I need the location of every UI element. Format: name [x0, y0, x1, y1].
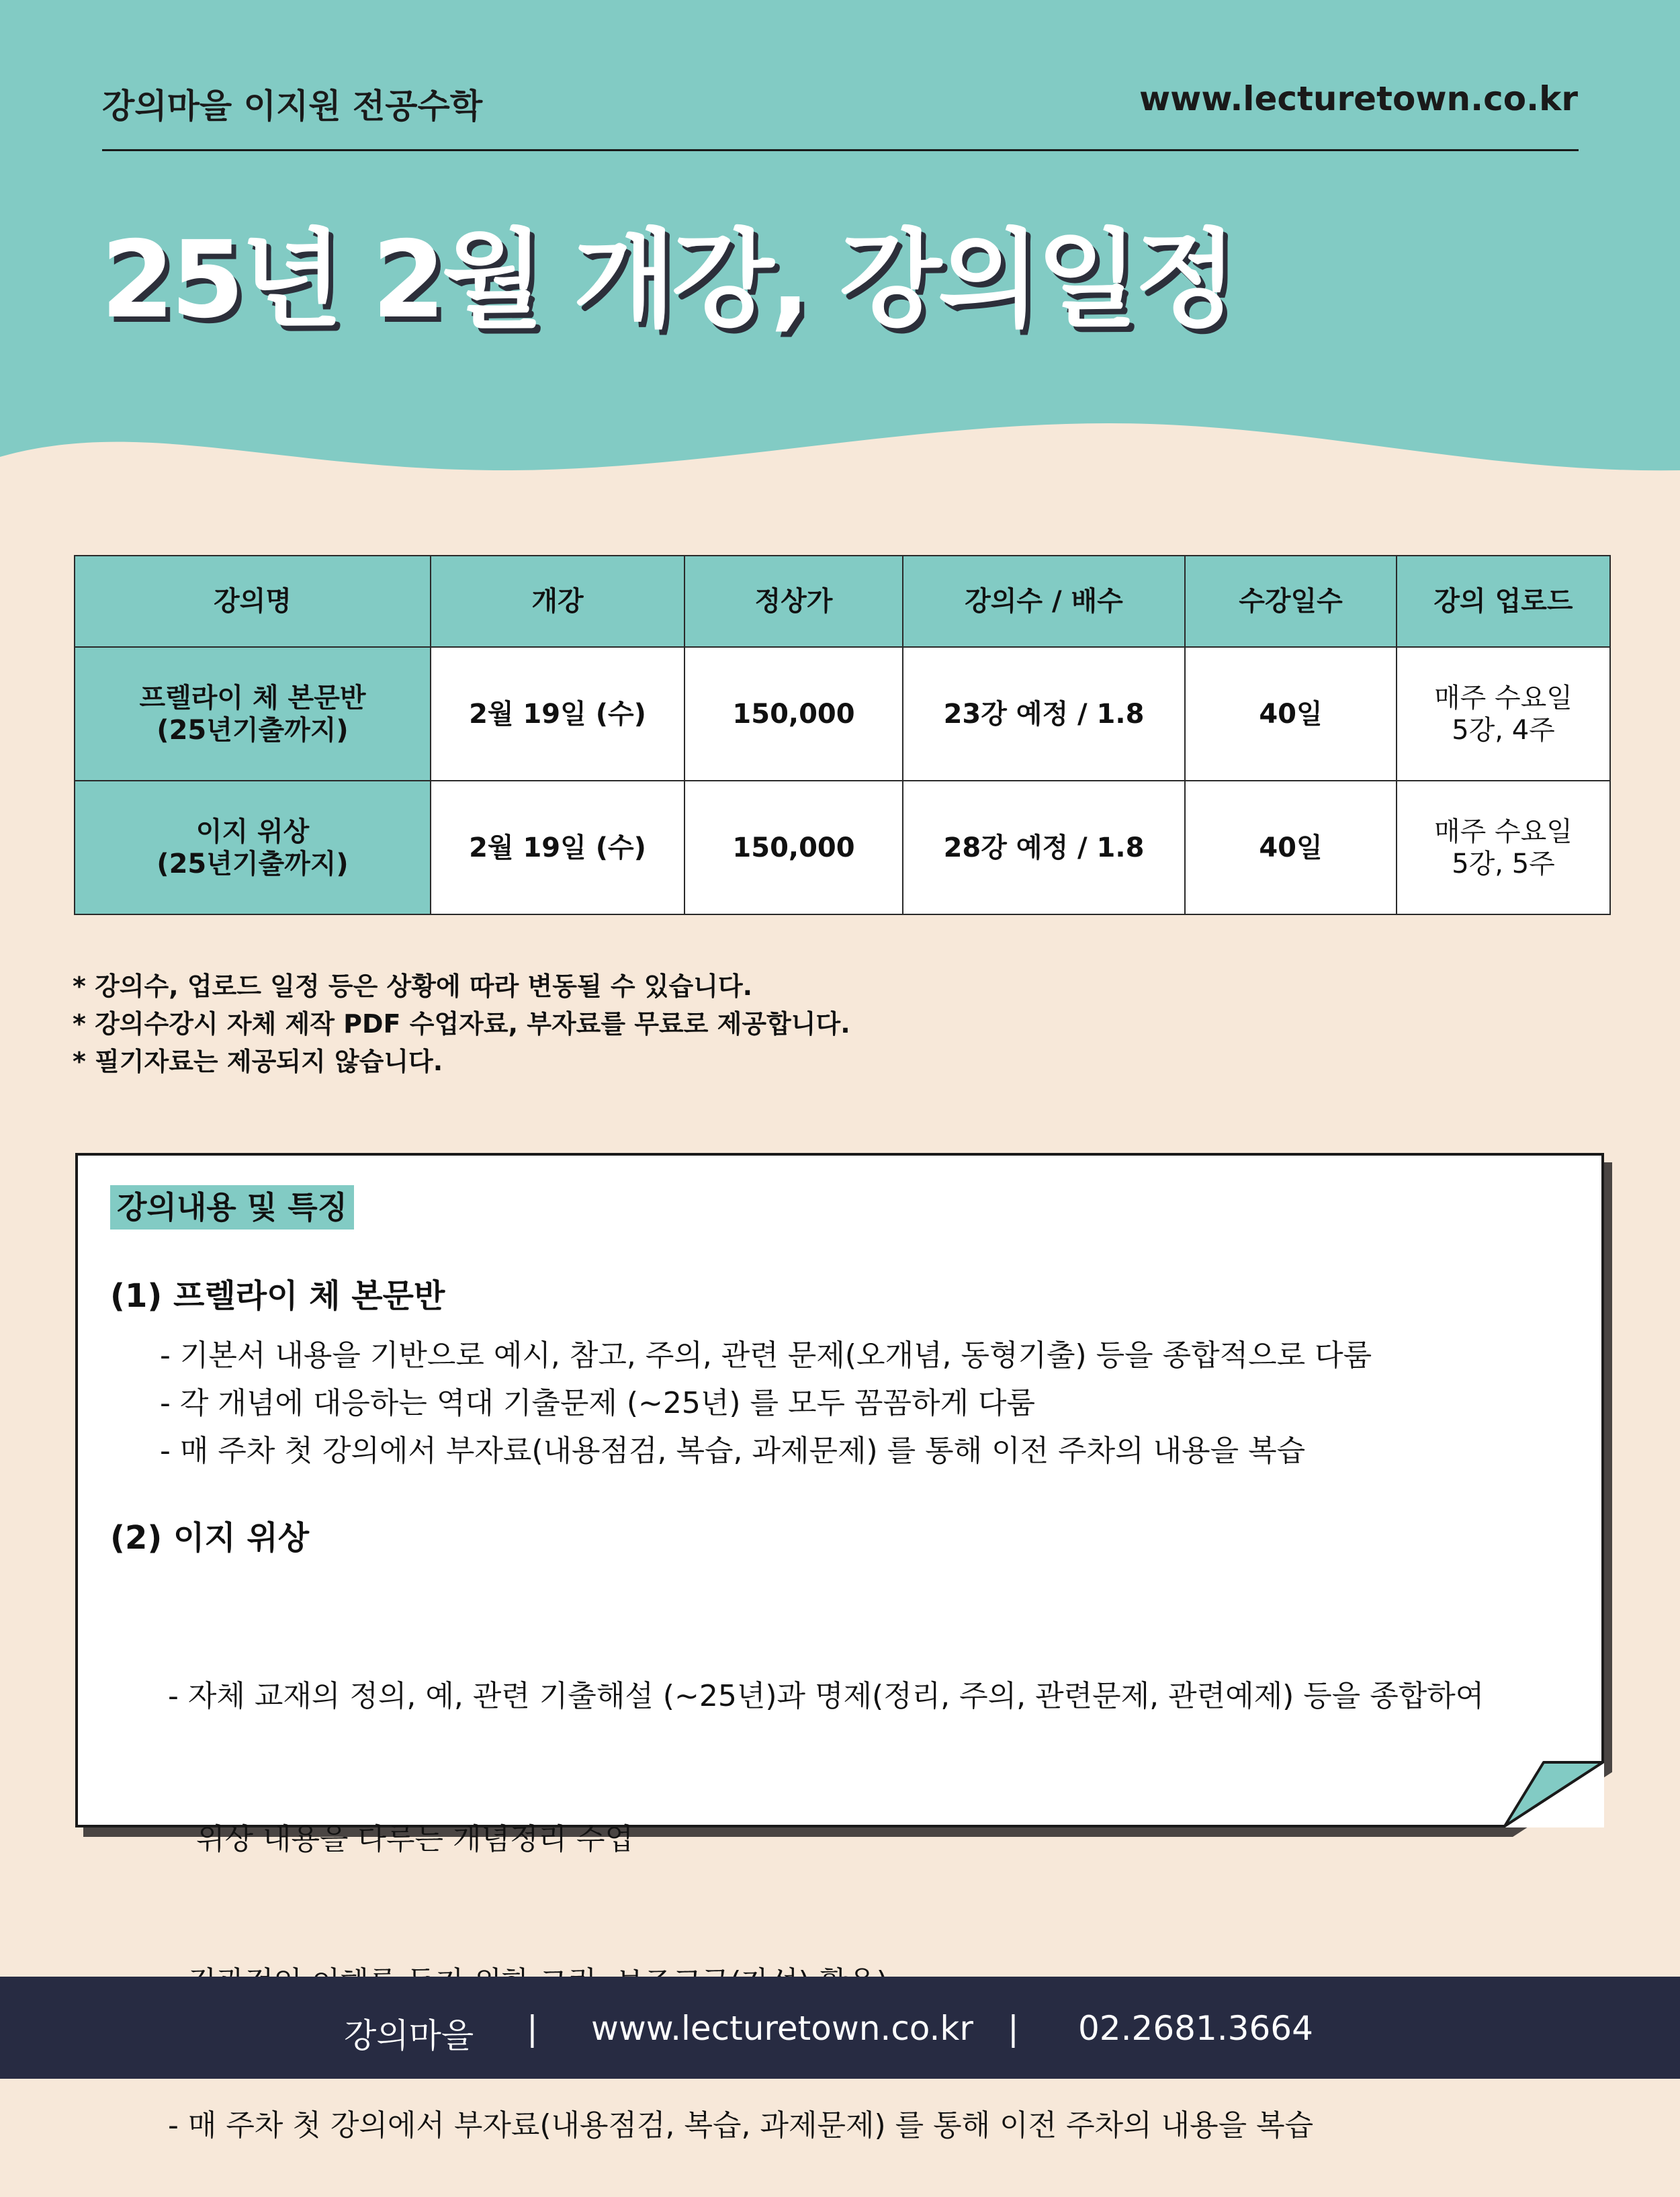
course-scope: (25년기출까지)	[157, 848, 349, 879]
header-divider	[102, 149, 1579, 151]
section-list	[160, 1332, 1372, 1475]
upload-plan: 5강, 4주	[1452, 714, 1555, 746]
footer-brand: 강의마을	[344, 2016, 474, 2055]
course-name-cell	[75, 781, 431, 914]
upload-day: 매주 수요일	[1434, 816, 1573, 847]
table-row	[75, 781, 1610, 914]
upload-cell	[1397, 647, 1610, 781]
lectures-cell: 28강 예정 / 1.8	[903, 781, 1185, 914]
course-name: 프렐라이 체 본문반	[139, 682, 366, 714]
schedule-table	[74, 555, 1611, 915]
footer-bar	[0, 1977, 1680, 2079]
table-header-row	[75, 556, 1610, 647]
start-date-cell: 2월 19일 (수)	[431, 781, 684, 914]
footer-website-link[interactable]: www.lecturetown.co.kr	[591, 2009, 973, 2048]
section-title: (1) 프렐라이 체 본문반	[110, 1277, 445, 1315]
list-item: - 기본서 내용을 기반으로 예시, 참고, 주의, 관련 문제(오개념, 동형기출) 등을 종합적으로 다룸	[160, 1338, 1372, 1373]
price-cell: 150,000	[684, 781, 903, 914]
note-item: * 필기자료는 제공되지 않습니다.	[73, 1047, 443, 1076]
feature-card-label: 강의내용 및 특징	[110, 1185, 354, 1230]
schedule-notes	[73, 967, 850, 1080]
brand-title: 강의마을 이지원 전공수학	[102, 87, 483, 126]
column-header-price: 정상가	[684, 556, 903, 647]
footer-phone[interactable]: 02.2681.3664	[1078, 2009, 1313, 2048]
list-item: - 각 개념에 대응하는 역대 기출문제 (~25년) 를 모두 꼼꼼하게 다룸	[160, 1386, 1036, 1420]
column-header-lectures: 강의수 / 배수	[903, 556, 1185, 647]
days-cell: 40일	[1185, 647, 1397, 781]
upload-plan: 5강, 5주	[1452, 848, 1555, 879]
column-header-days: 수강일수	[1185, 556, 1397, 647]
course-scope: (25년기출까지)	[157, 714, 349, 746]
list-item: - 매 주차 첫 강의에서 부자료(내용점검, 복습, 과제문제) 를 통해 이전 주차의 내용을 복습	[160, 1434, 1306, 1468]
list-item: 위상 내용을 다루는 개념정리 수업	[168, 1822, 633, 1856]
days-cell: 40일	[1185, 781, 1397, 914]
start-date-cell: 2월 19일 (수)	[431, 647, 684, 781]
upload-day: 매주 수요일	[1434, 682, 1573, 714]
footer-separator: |	[527, 2009, 538, 2048]
footer-separator: |	[1008, 2009, 1019, 2048]
list-item: - 자체 교재의 정의, 예, 관련 기출해설 (~25년)과 명제(정리, 주의, 관련문제, 관련예제) 등을 종합하여	[168, 1679, 1485, 1713]
course-name: 이지 위상	[195, 816, 310, 847]
section-title: (2) 이지 위상	[110, 1519, 310, 1557]
course-name-cell	[75, 647, 431, 781]
price-cell: 150,000	[684, 647, 903, 781]
lectures-cell: 23강 예정 / 1.8	[903, 647, 1185, 781]
column-header-upload: 강의 업로드	[1397, 556, 1610, 647]
upload-cell	[1397, 781, 1610, 914]
note-item: * 강의수, 업로드 일정 등은 상황에 따라 변동될 수 있습니다.	[73, 972, 753, 1001]
table-row	[75, 647, 1610, 781]
section-list	[168, 1577, 1484, 2197]
website-link[interactable]: www.lecturetown.co.kr	[1139, 79, 1578, 118]
note-item: * 강의수강시 자체 제작 PDF 수업자료, 부자료를 무료로 제공합니다.	[73, 1009, 850, 1039]
column-header-start: 개강	[431, 556, 684, 647]
column-header-course: 강의명	[75, 556, 431, 647]
list-item: - 매 주차 첫 강의에서 부자료(내용점검, 복습, 과제문제) 를 통해 이전 주차의 내용을 복습	[168, 2108, 1314, 2143]
page-headline: 25년 2월 개강, 강의일정	[101, 218, 1233, 342]
